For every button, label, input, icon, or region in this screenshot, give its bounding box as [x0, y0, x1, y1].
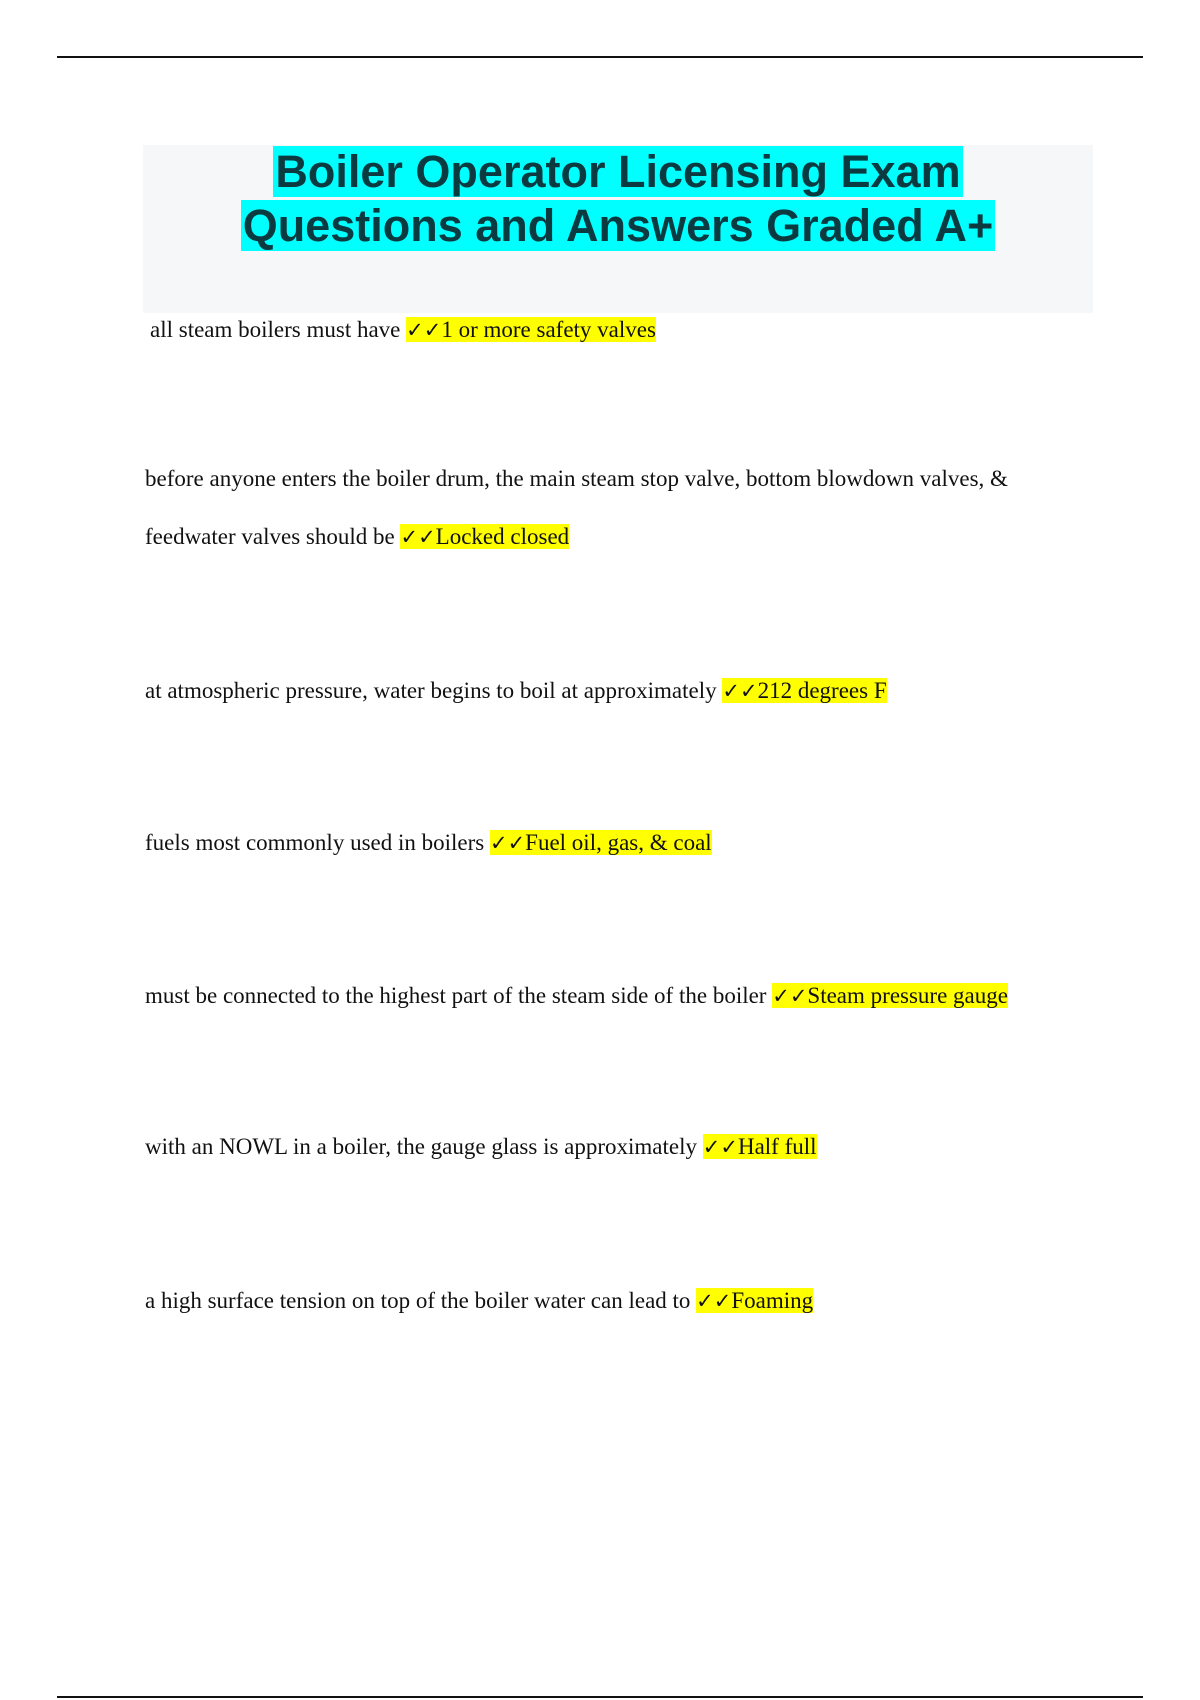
answer-highlight	[400, 524, 569, 549]
double-check-icon: ✓✓	[772, 984, 808, 1008]
qa-item-4	[145, 814, 1085, 872]
answer-highlight	[696, 1288, 813, 1313]
question-text: before anyone enters the boiler drum, the main steam stop valve, bottom blowdown valves, & feedwater valves should be	[145, 466, 1008, 549]
double-check-icon: ✓✓	[696, 1289, 732, 1313]
qa-item-3	[145, 662, 1085, 720]
question-text: must be connected to the highest part of the steam side of the boiler	[145, 983, 773, 1008]
qa-item-2	[145, 450, 1085, 566]
top-rule	[57, 56, 1143, 58]
qa-item-7	[145, 1272, 1085, 1330]
qa-item-5	[145, 967, 1085, 1025]
answer-text: Fuel oil, gas, & coal	[525, 830, 712, 855]
answer-highlight	[772, 983, 1008, 1008]
question-text: a high surface tension on top of the boiler water can lead to	[145, 1288, 697, 1313]
qa-item-1	[150, 301, 1090, 359]
answer-highlight	[406, 317, 656, 342]
double-check-icon: ✓✓	[722, 679, 758, 703]
answer-text: 1 or more safety valves	[441, 317, 656, 342]
question-text: at atmospheric pressure, water begins to boil at approximately	[145, 678, 723, 703]
answer-highlight	[722, 678, 886, 703]
double-check-icon: ✓✓	[400, 525, 436, 549]
title-line-1: Boiler Operator Licensing Exam	[275, 146, 961, 197]
answer-text: Foaming	[731, 1288, 814, 1313]
answer-text: Half full	[737, 1134, 817, 1159]
double-check-icon: ✓✓	[406, 318, 442, 342]
double-check-icon: ✓✓	[489, 831, 526, 855]
qa-item-6	[145, 1118, 1085, 1176]
question-text: with an NOWL in a boiler, the gauge glass is approximately	[145, 1134, 703, 1159]
answer-text: 212 degrees F	[757, 678, 887, 703]
double-check-icon: ✓✓	[702, 1135, 738, 1159]
answer-text: Locked closed	[435, 524, 570, 549]
answer-highlight	[490, 830, 712, 855]
title-line-2: Questions and Answers Graded A+	[242, 200, 994, 251]
answer-text: Steam pressure gauge	[807, 983, 1008, 1008]
question-text: fuels most commonly used in boilers	[145, 830, 490, 855]
document-title	[143, 145, 1093, 253]
question-text: all steam boilers must have	[150, 317, 407, 342]
bottom-rule	[57, 1696, 1143, 1698]
answer-highlight	[703, 1134, 817, 1159]
